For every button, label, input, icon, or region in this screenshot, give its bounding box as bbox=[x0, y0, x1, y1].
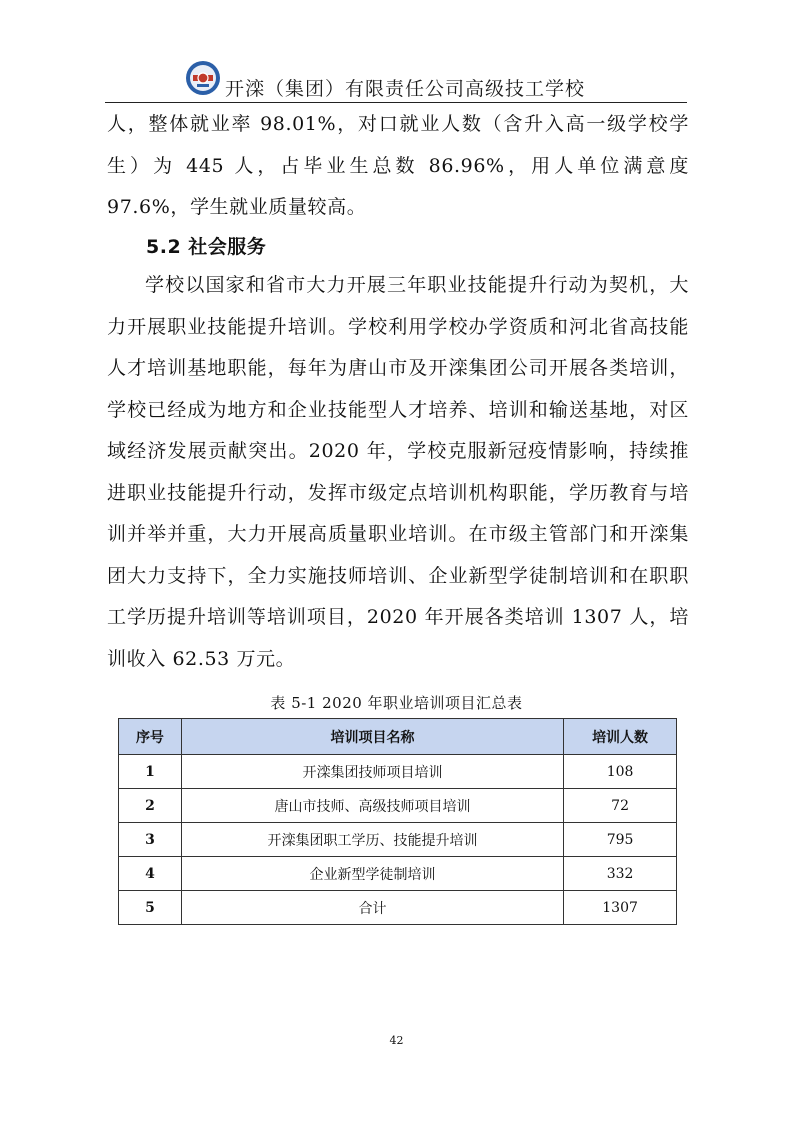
continued-paragraph-text: 人，整体就业率 98.01%，对口就业人数（含升入高一级学校学生）为 445 人，占毕业生总数 86.96%，用人单位满意度 97.6%，学生就业质量较高。 bbox=[107, 113, 689, 218]
row-trainee-count: 332 bbox=[564, 857, 677, 891]
row-project-name: 合计 bbox=[181, 891, 563, 925]
table-row bbox=[119, 823, 677, 857]
row-project-name: 企业新型学徒制培训 bbox=[181, 857, 563, 891]
table-header-row bbox=[119, 719, 677, 755]
table-row bbox=[119, 857, 677, 891]
row-trainee-count: 795 bbox=[564, 823, 677, 857]
row-trainee-count: 72 bbox=[564, 789, 677, 823]
row-project-name: 开滦集团技师项目培训 bbox=[181, 755, 563, 789]
row-index: 5 bbox=[119, 891, 182, 925]
row-trainee-count: 108 bbox=[564, 755, 677, 789]
row-index: 4 bbox=[119, 857, 182, 891]
table-caption: 表 5-1 2020 年职业培训项目汇总表 bbox=[270, 694, 523, 712]
table-total-row bbox=[119, 891, 677, 925]
row-project-name: 唐山市技师、高级技师项目培训 bbox=[181, 789, 563, 823]
row-project-name: 开滦集团职工学历、技能提升培训 bbox=[181, 823, 563, 857]
section-heading: 5.2 社会服务 bbox=[146, 236, 267, 258]
row-index: 3 bbox=[119, 823, 182, 857]
row-index: 1 bbox=[119, 755, 182, 789]
table-row bbox=[119, 755, 677, 789]
page-header bbox=[105, 60, 687, 104]
training-summary-table bbox=[118, 718, 677, 925]
column-header-count: 培训人数 bbox=[564, 719, 677, 755]
column-header-index: 序号 bbox=[119, 719, 182, 755]
page-number: 42 bbox=[389, 1034, 404, 1047]
section-paragraph-text: 学校以国家和省市大力开展三年职业技能提升行动为契机，大力开展职业技能提升培训。学校利用学校办学资质和河北省高技能人才培训基地职能，每年为唐山市及开滦集团公司开展各类培训，学校已经成为地方和企业技能型人才培养、培训和输送基地，对区域经济发展贡献突出。2020 年，学校克服新冠疫情影响，持续推进职业技能提升行动，发挥市级定点培训机构职能，学历教育与培训并举并重，大力开展高质量职业培训。在市级主管部门和开滦集团大力支持下，全力实施技师培训、企业新型学徒制培训和在职职工学历提升培训等培训项目，2020 年开展各类培训 1307 人，培训收入 62.53 万元。 bbox=[107, 274, 689, 670]
school-emblem-icon bbox=[185, 60, 221, 96]
header-title: 开滦（集团）有限责任公司高级技工学校 bbox=[225, 78, 586, 100]
continued-paragraph bbox=[107, 104, 689, 229]
section-paragraph bbox=[107, 265, 689, 680]
row-trainee-count: 1307 bbox=[564, 891, 677, 925]
row-index: 2 bbox=[119, 789, 182, 823]
header-divider bbox=[105, 102, 687, 103]
table-row bbox=[119, 789, 677, 823]
column-header-project: 培训项目名称 bbox=[181, 719, 563, 755]
